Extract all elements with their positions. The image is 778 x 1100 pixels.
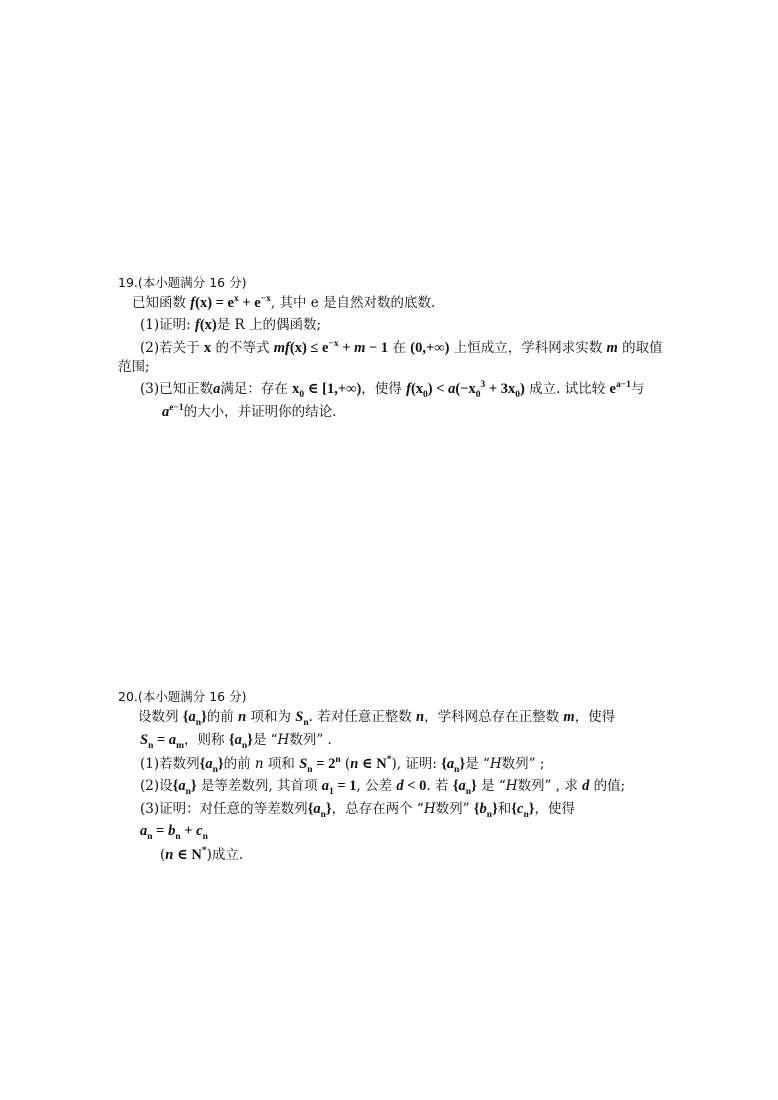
q20-intro-text-2: 的前 (206, 709, 239, 725)
q20-intro-text-3: 项和为 (246, 709, 296, 725)
q19-header: 19.(本小题满分 16 分) (118, 275, 247, 290)
q19-part3: (3)已知正数a满足：存在 $x_0$ ∈ [1,+∞)，使得 $f(x_0) < a(-x_0^3 + 3x_0)$ 成立. 试比较 $e^{a-1}$与 (140, 380, 645, 400)
q20-intro-text: 设数列 (138, 709, 183, 725)
q19-part1-text: (1)证明: (140, 317, 195, 333)
q20-part3: (3)证明：对任意的等差数列$\{a_n\}$，总存在两个 “H数列” $\{b_n\}$和$\{c_n\}$，使得 (140, 801, 575, 820)
q20-part3-equation: $a_n = b_n + c_n$ (140, 823, 208, 842)
q19-intro: 已知函数 $f(x) = e^x + e^{-x}$, 其中 e 是自然对数的底数. (132, 294, 436, 311)
q20-intro-text-9: H (277, 732, 290, 748)
q20-part1-text: (1)若数列 (140, 756, 200, 772)
q19-part2-text: (2)若关于 (140, 340, 204, 356)
q20-part3-text-5: 和 (497, 801, 512, 817)
q19-part2-text-4: 上恒成立，学科网求实数 (449, 340, 607, 356)
q20-part2-text-8: 的值; (589, 778, 626, 794)
q19-part2-text-3: 在 (388, 340, 411, 356)
q20-intro-text-8: 是 “ (252, 732, 278, 748)
q19-part3-text-2: 满足：存在 (220, 381, 293, 397)
q19-intro-text: 已知函数 (132, 295, 191, 311)
q19-part3-text-3: ，使得 (361, 381, 407, 397)
q20-part2-text-2: 是等差数列, 其首项 (196, 778, 322, 794)
q19-function-def: f (190, 295, 196, 311)
q19-intro-text-2: , 其中 e 是自然对数的底数. (270, 295, 436, 311)
q19-part1-text-2: 是 R 上的偶函数; (216, 317, 322, 333)
q20-part3-text: (3)证明：对任意的等差数列 (140, 801, 308, 817)
q20-part3-cont: (n ∈ N*)成立. (160, 846, 244, 863)
q20-part1-text-4: ( (340, 756, 351, 772)
q20-part3-text-4: 数列” (435, 801, 474, 817)
q19-part2-text-2: 的不等式 (211, 340, 274, 356)
q20-part1: (1)若数列$\{a_n\}$的前 n 项和 $S_n = 2^n$ (n ∈ N*), 证明: $\{a_n\}$是 “H数列” ; (140, 755, 545, 775)
q20-intro-text-10: 数列” . (289, 732, 332, 748)
q20-intro-text-6: ，使得 (574, 709, 616, 725)
q20-part2-text: (2)设 (140, 778, 173, 794)
q20-part3-text-2: ，总存在两个 “ (331, 801, 424, 817)
q19-part2: (2)若关于 x 的不等式 $mf(x) \le e^{-x} + m - 1$ 在 (0,+∞) 上恒成立，学科网求实数 m 的取值 (140, 339, 663, 356)
q20-part3-text-8: )成立. (206, 847, 244, 863)
q20-part2-text-4: . 若 (426, 778, 453, 794)
q19-part3-cont: $a^{e-1}$的大小，并证明你的结论. (162, 403, 337, 420)
q19-part1: (1)证明: f(x)是 R 上的偶函数; (140, 317, 322, 333)
q20-intro: 设数列 $\{a_n\}$的前 n 项和为 $S_n$. 若对任意正整数 n，学科网总存在正整数 m，使得 (138, 709, 616, 728)
q20-intro-cont: $S_n = a_m$，则称 $\{a_n\}$是 “H数列” . (140, 732, 332, 751)
q20-part1-text-3: 项和 (263, 756, 300, 772)
q20-part1-text-5: ), 证明: (391, 756, 442, 772)
q20-part2-text-3: , 公差 (356, 778, 397, 794)
q19-part3-text-4: 成立. 试比较 (524, 381, 610, 397)
q20-header: 20.(本小题满分 16 分) (118, 689, 247, 704)
q20-part1-text-6: 是 “ (465, 756, 490, 772)
q20-intro-text-7: ，则称 (184, 732, 229, 748)
q20-part3-text-6: ，使得 (534, 801, 575, 817)
q20-part3-text-3: H (423, 801, 436, 817)
q20-intro-text-4: . 若对任意正整数 (308, 709, 416, 725)
q20-part3-text-7: ( (160, 847, 166, 863)
q19-part2-cont: 范围; (118, 359, 150, 375)
q20-part2-text-6: H (505, 778, 518, 794)
q20-part2-text-5: 是 “ (476, 778, 506, 794)
q19-part2-text-5: 的取值 (617, 340, 663, 356)
q19-part3-text-6: 的大小，并证明你的结论. (183, 404, 337, 420)
q19-part1-math: f (194, 317, 200, 333)
q20-part2-text-7: 数列” , 求 (517, 778, 583, 794)
q20-part1-text-8: 数列” ; (501, 756, 545, 772)
q19-part3-text-5: 与 (630, 381, 645, 397)
q20-part1-text-2: 的前 (223, 756, 255, 772)
q19-part3-text: (3)已知正数 (140, 381, 214, 397)
q20-part2: (2)设$\{a_n\}$ 是等差数列, 其首项 $a_1 = 1$, 公差 d < 0. 若 $\{a_n\}$ 是 “H数列” , 求 d 的值; (140, 778, 626, 797)
q20-intro-text-5: ，学科网总存在正整数 (424, 709, 564, 725)
q20-part1-text-7: H (489, 756, 502, 772)
